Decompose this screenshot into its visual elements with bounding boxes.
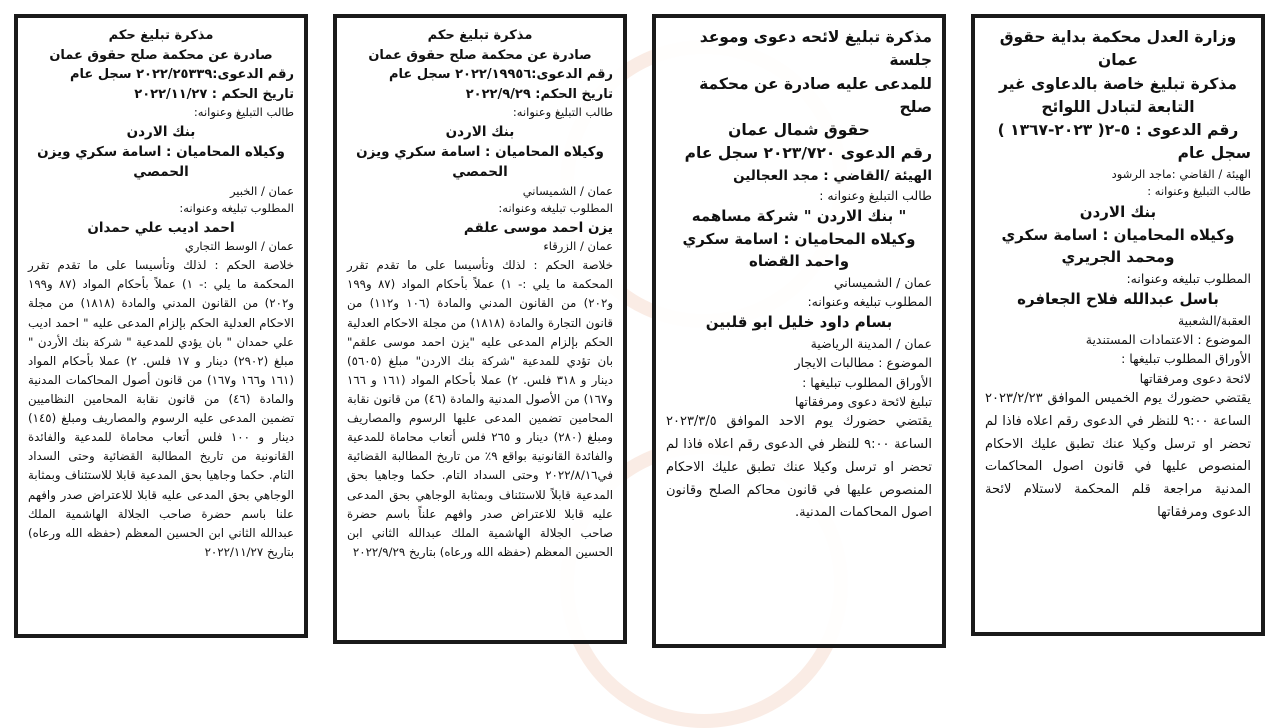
recipient-address: عمان / الوسط التجاري <box>184 239 294 254</box>
notice-heading: صادرة عن محكمة صلح حقوق عمان <box>368 47 592 63</box>
papers-label: الأوراق المطلوب تبليغها : <box>1121 351 1251 367</box>
papers: تبليغ لائحة دعوى ومرفقاتها <box>794 394 932 409</box>
requester-label: طالب التبليغ وعنوانه : <box>819 187 932 203</box>
lawyers: وكيلاه المحاميان : اسامة سكري واحمد القضاه <box>682 229 916 271</box>
papers: لائحة دعوى ومرفقاتها <box>1139 370 1251 386</box>
requester-name: بنك الاردن <box>445 123 515 140</box>
recipient-name: احمد اديب علي حمدان <box>87 220 235 237</box>
panel-judge: الهيئة /القاضي : مجد العجالين <box>733 167 932 184</box>
requester-name: " بنك الاردن " شركة مساهمه <box>691 207 907 226</box>
recipient-name: يزن احمد موسى علقم <box>463 220 613 237</box>
lawyers: وكيلاه المحاميان : اسامة سكري ومحمد الجريري <box>1001 225 1235 267</box>
case-register: سجل عام <box>1177 144 1251 163</box>
notice-heading: مذكرة تبليغ حكم <box>427 28 533 43</box>
recipient-label: المطلوب تبليغه وعنوانه: <box>1126 270 1251 286</box>
requester-name: بنك الاردن <box>1079 203 1157 222</box>
requester-address: عمان / الشميساني <box>522 183 613 198</box>
judgment-summary: خلاصة الحكم : لذلك وتأسيسا على ما تقدم تقرر المحكمة ما يلي :- ١) عملاً بأحكام المواد (٨٧ و١٩٩ و٢٠٢) من القانون المدني والمادة (١٠٦ و١١٢) من قانون التجارة والمادة (١٨١٨) من مجلة الاحكام العدلية الحكم بإلزام المدعى عليه "يزن احمد موسى علقم" بان تؤدي للمدعية "شركة بنك الاردن" مبلغ (٥٦٠٥) دينار و ٣١٨ فلس. ٢) عملا بأحكام المواد (١٦١ و ١٦٦ و١٦٧) من الأصول المدنية والمادة (٤٦) من قانون نقابة المحامين تضمين المدعى عليها الرسوم والمصاريف ومبلغ (٢٨٠) دينار و ٢٦٥ فلس أتعاب محاماة للمدعية والفائدة القانونية بواقع ٩٪ من تاريخ المطالبة القضائية في٢٠٢٢/٨/١٦ وحتى السداد التام. حكما وجاهيا بحق المدعية قابلاً للاستئناف وبمثابة الوجاهي بحق المدعى عليه قابلا للاعتراض صدر وافهم علناً باسم حضرة صاحب الجلالة الهاشمية الملك عبدالله الثاني ابن الحسين المعظم (حفظه الله ورعاه) بتاريخ ٢٠٢٢/٩/٢٩ <box>347 258 614 559</box>
notice-box <box>333 14 627 644</box>
notice-heading: حقوق شمال عمان <box>728 121 870 139</box>
recipient-address: العقبة/الشعبية <box>1177 312 1251 328</box>
judgment-date: تاريخ الحكم : ٢٠٢٢/١١/٢٧ <box>134 86 294 102</box>
papers-label: الأوراق المطلوب تبليغها : <box>802 374 932 390</box>
notice-body: يقتضي حضورك يوم الاحد الموافق ٢٠٢٣/٣/٥ الساعة ٩:٠٠ للنظر في الدعوى رقم اعلاه فاذا لم تحضر او ترسل وكيلا عنك تطبق عليك الاحكام المنصوص عليها في قانون محاكم الصلح وقانون اصول المحاكمات المدنية. <box>666 414 932 521</box>
recipient-address: عمان / الزرقاء <box>543 239 613 254</box>
notice-heading: التابعة لتبادل اللوائح <box>1041 97 1195 116</box>
recipient-label: المطلوب تبليغه وعنوانه: <box>179 201 294 216</box>
case-number: رقم الدعوى:٢٠٢٢/١٩٩٥٦ سجل عام <box>389 67 613 82</box>
notice-heading: صادرة عن محكمة صلح حقوق عمان <box>49 47 273 63</box>
notice-box <box>652 14 946 648</box>
requester-label: طالب التبليغ وعنوانه: <box>193 105 294 119</box>
notice-box <box>971 14 1265 636</box>
case-number: رقم الدعوى:٢٠٢٢/٢٥٣٣٩ سجل عام <box>70 67 294 82</box>
judgment-summary: خلاصة الحكم : لذلك وتأسيسا على ما تقدم تقرر المحكمة ما يلي :- ١) عملاً بأحكام المواد (٨٧ و١٩٩ و٢٠٢) من القانون المدني والمادة (١٨١٨) من مجلة الاحكام العدلية الحكم بإلزام المدعى عليه " احمد اديب علي حمدان " بان يؤدي للمدعية " شركة بنك الأردن " مبلغ (٢٩٠٢) دينار و ١٧ فلس. ٢) عملا بأحكام المواد (١٦١ و١٦٦ و١٦٧) من قانون أصول المحاكمات المدنية والمادة (٤٦) من قانون نقابة المحامين النظاميين تضمين المدعى عليه الرسوم والمصاريف ومبلغ (١٤٥) دينار و ١٠٠ فلس أتعاب محاماة للمدعية والفائدة القانونية من تاريخ المطالبة القضائية وحتى السداد التام. حكما وجاهيا بحق المدعية قابلا للاستئناف وبمثابة الوجاهي بحق المدعى عليه قابلا للاعتراض صدر وافهم علنا باسم حضرة صاحب الجلالة الهاشمية الملك عبدالله الثاني ابن الحسين المعظم (حفظه الله ورعاه) بتاريخ ٢٠٢٢/١١/٢٧ <box>28 258 294 559</box>
notice-heading: مذكرة تبليغ خاصة بالدعاوى غير <box>999 74 1237 93</box>
requester-label: طالب التبليغ وعنوانه : <box>1147 184 1251 199</box>
recipient-name: بسام داود خليل ابو قلبين <box>705 313 893 332</box>
notice-body: يقتضي حضورك يوم الخميس الموافق ٢٠٢٣/٢/٢٣ الساعة ٩:٠٠ للنظر في الدعوى رقم اعلاه فاذا لم تحضر او ترسل وكيلا عنك تطبق عليك الاحكام المنصوص عليها في قانون اصول المحاكمات المدنية مراجعة قلم المحكمة لاستلام لائحة الدعوى ومرفقاتها <box>985 391 1251 520</box>
requester-label: طالب التبليغ وعنوانه: <box>512 105 613 119</box>
notice-heading: مذكرة تبليغ لائحه دعوى وموعد جلسة <box>699 28 932 70</box>
notice-heading: مذكرة تبليغ حكم <box>108 28 214 43</box>
lawyers: وكيلاه المحاميان : اسامة سكري ويزن الحمصي <box>356 144 604 181</box>
requester-name: بنك الاردن <box>126 123 196 140</box>
requester-address: عمان / الخبير <box>229 183 294 198</box>
recipient-name: باسل عبدالله فلاح الجعافره <box>1017 290 1219 308</box>
lawyers: وكيلاه المحاميان : اسامة سكري ويزن الحمصي <box>37 144 285 181</box>
panel-judge: الهيئة / القاضي :ماجد الرشود <box>1111 166 1251 181</box>
case-number: رقم الدعوى : ٥-٢( ٢٠٢٣-١٣٦٧ ) <box>997 121 1239 139</box>
recipient-label: المطلوب تبليغه وعنوانه: <box>807 294 932 309</box>
recipient-address: عمان / المدينة الرياضية <box>810 335 932 351</box>
subject: الموضوع : مطالبات الايجار <box>794 355 932 371</box>
notice-box <box>14 14 308 638</box>
notice-heading: للمدعى عليه صادرة عن محكمة صلح <box>699 74 932 116</box>
subject: الموضوع : الاعتمادات المستندية <box>1085 331 1251 347</box>
case-number: رقم الدعوى ٢٠٢٣/٧٢٠ سجل عام <box>684 144 932 163</box>
recipient-label: المطلوب تبليغه وعنوانه: <box>498 201 613 216</box>
judgment-date: تاريخ الحكم: ٢٠٢٢/٩/٢٩ <box>465 86 613 102</box>
requester-address: عمان / الشميساني <box>833 274 932 290</box>
notice-heading: وزارة العدل محكمة بداية حقوق عمان <box>999 28 1237 70</box>
